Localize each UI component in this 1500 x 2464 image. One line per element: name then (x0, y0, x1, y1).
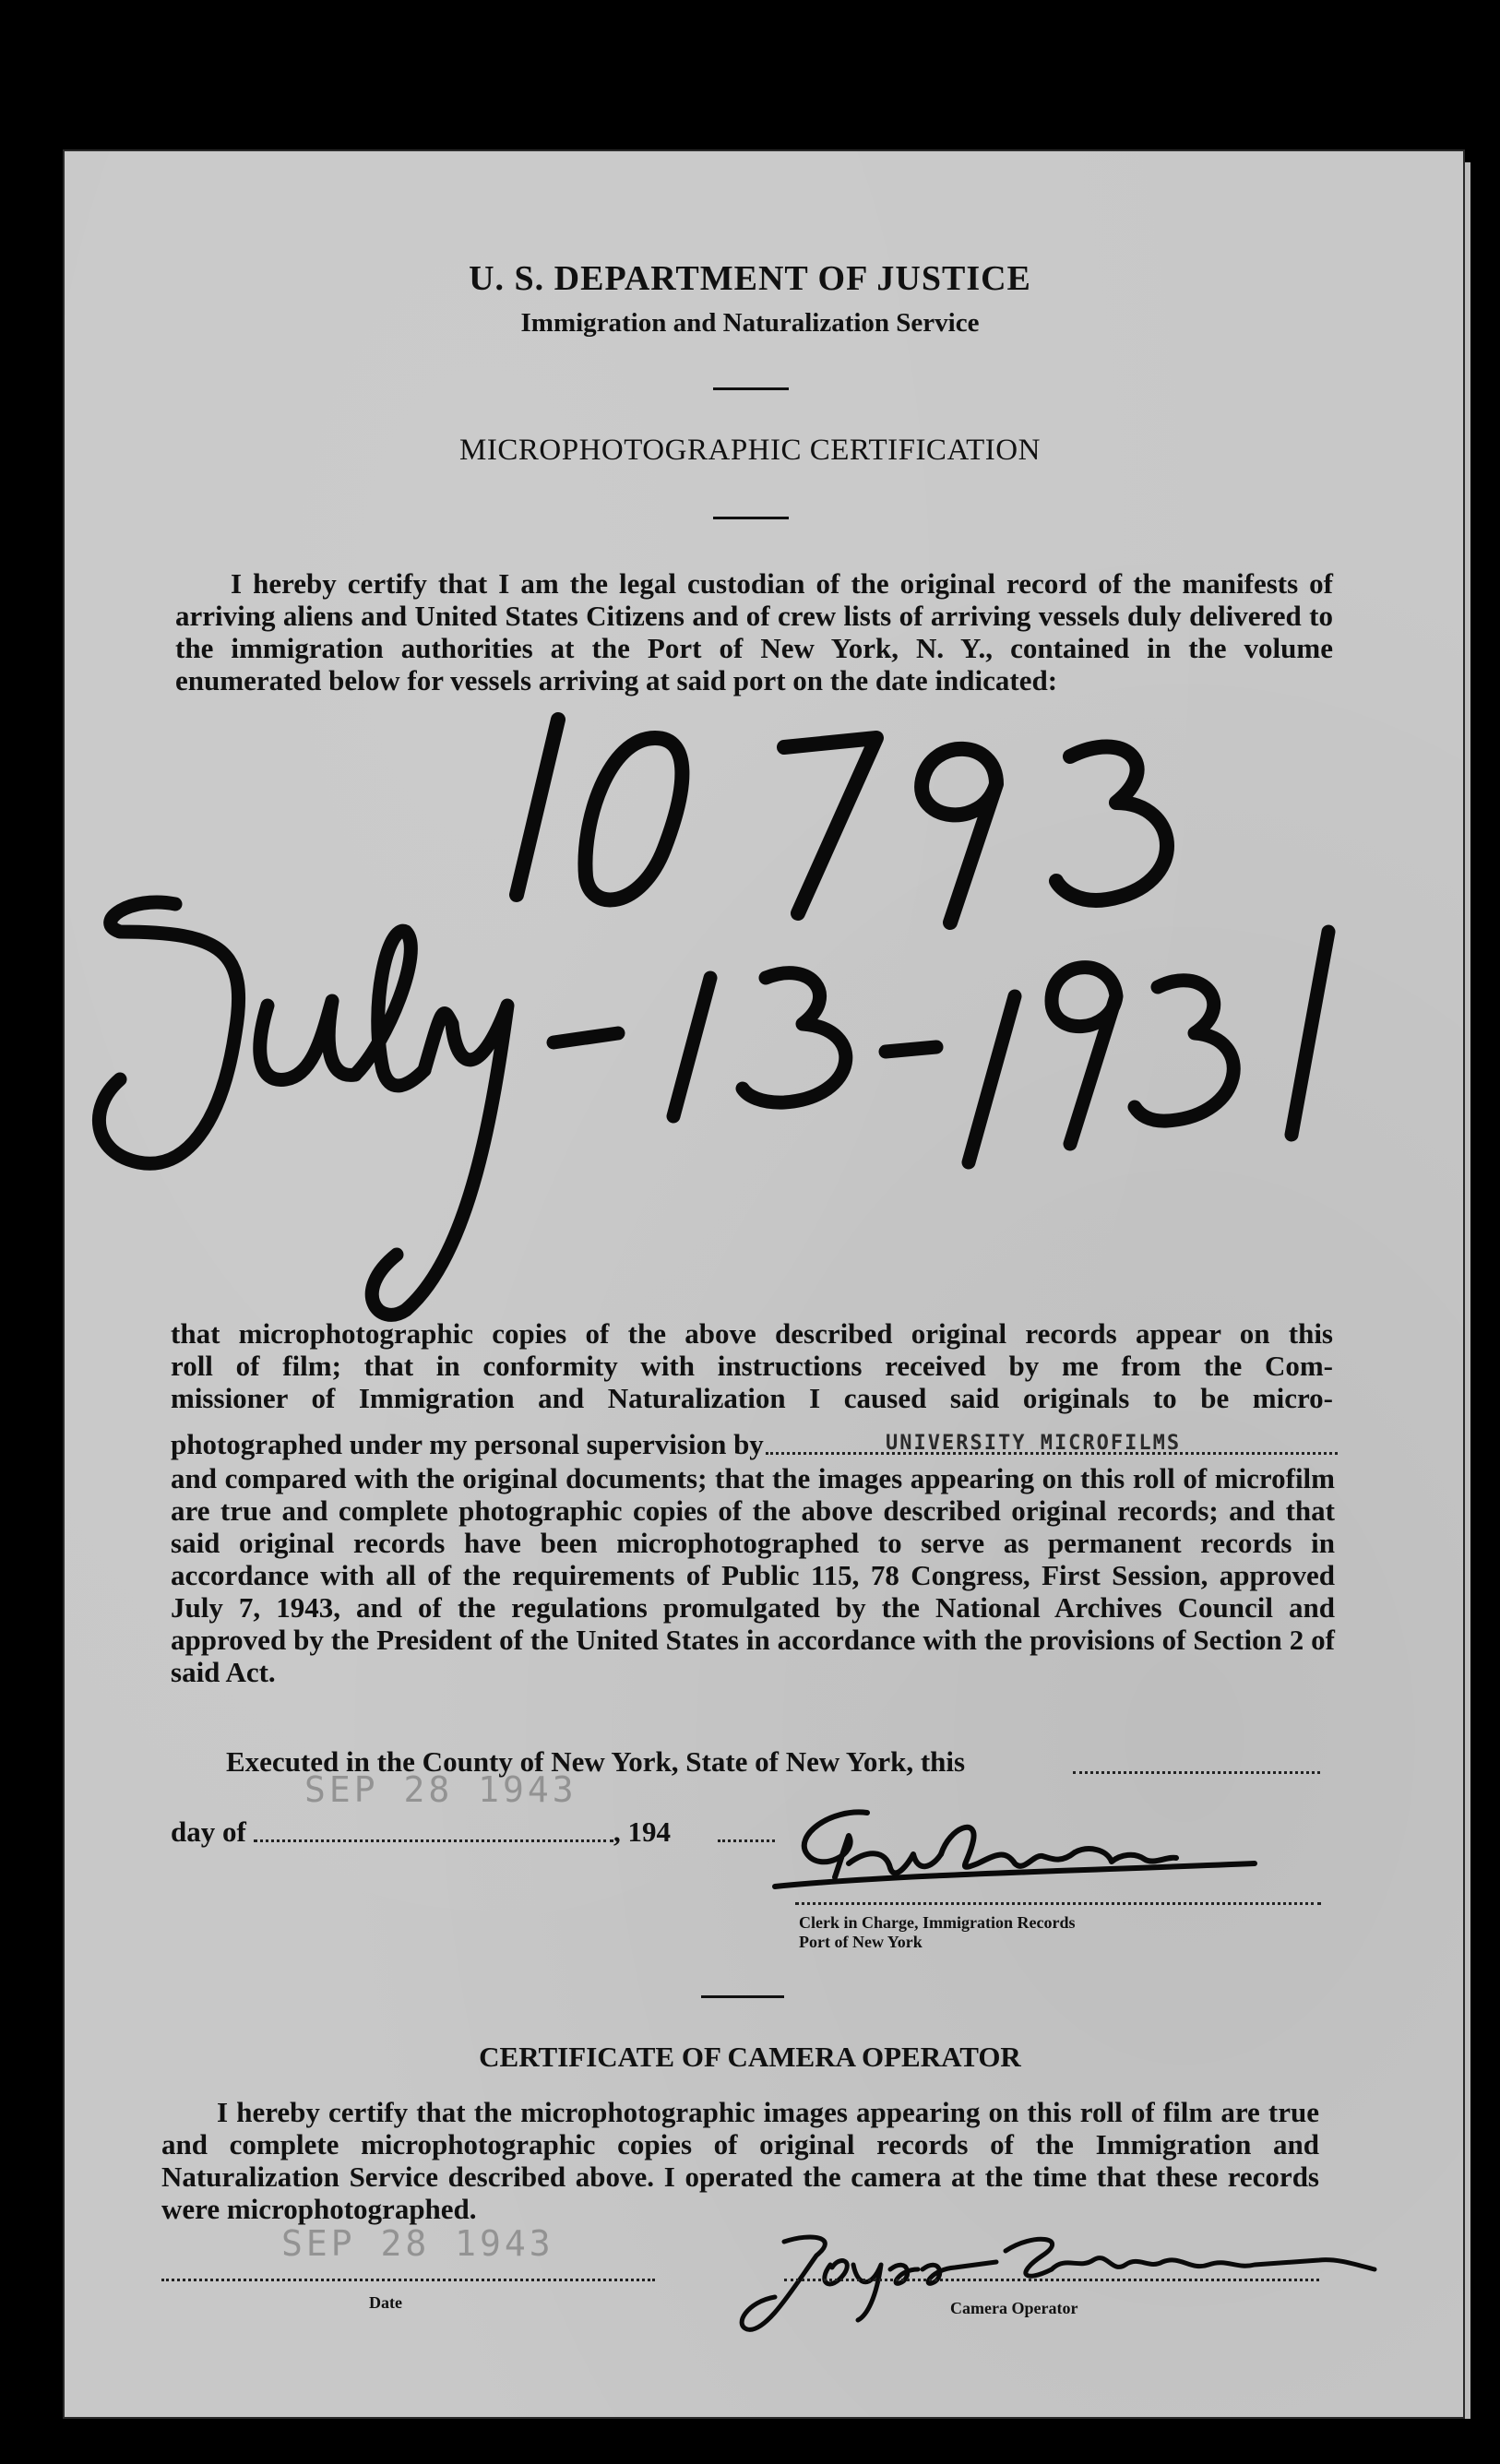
date-stamp-clerk: SEP 28 1943 (304, 1769, 577, 1810)
title-divider (713, 517, 789, 519)
header-divider (713, 387, 789, 390)
camera-date-label: Date (369, 2293, 402, 2312)
para2-line1: that microphotographic copies of the above described original records appear on this (171, 1317, 1333, 1350)
para2-line3: missioner of Immigration and Naturalization I caused said originals to be micro- (171, 1382, 1333, 1414)
microfilm-company-stamp: UNIVERSITY MICROFILMS (886, 1432, 1182, 1455)
department-heading: U. S. DEPARTMENT OF JUSTICE (469, 259, 1031, 298)
camera-certificate-paragraph: I hereby certify that the microphotographic images appearing on this roll of film are true and complete microphotographic copies of original records of the Immigration and Naturalization Service described above. I operated the camera at the time that these records were microphotographed. (161, 2096, 1319, 2225)
executed-line: Executed in the County of New York, State of New York, this (226, 1745, 966, 1778)
year-prefix: , 194 (613, 1815, 671, 1848)
camera-operator-line (784, 2279, 1319, 2281)
service-subheading: Immigration and Naturalization Service (520, 308, 980, 338)
handwritten-date (37, 867, 1421, 1347)
clerk-signature (756, 1799, 1273, 1900)
date-stamp-camera: SEP 28 1943 (281, 2223, 554, 2264)
para2-line2: roll of film; that in conformity with instructions received by me from the Com- (171, 1350, 1333, 1382)
para2-body: and compared with the original documents; that the images appearing on this roll of microfilm are true and complete photographic copies of the above described original records; and that said original records have been microphotographed to serve as permanent records in accordance with all of the requirements of Public 115, 78 Congress, First Session, approved July 7, 1943, and of the regulations promulgated by the National Archives Council and approved by the President of the United States in accordance with the provisions of Section 2 of said Act. (171, 1462, 1335, 1688)
para2-line4-prefix: photographed under my personal supervision by (171, 1428, 764, 1460)
executed-dotted-line (1073, 1771, 1320, 1774)
clerk-title-line1: Clerk in Charge, Immigration Records (799, 1913, 1076, 1932)
certification-title: MICROPHOTOGRAPHIC CERTIFICATION (459, 434, 1041, 467)
day-of-label: day of (171, 1815, 246, 1848)
camera-section-divider (701, 1995, 784, 1998)
intro-paragraph: I hereby certify that I am the legal custodian of the original record of the manifests of arriving aliens and United States Citizens and of crew lists of arriving vessels duly delivered to the immigration authorities at the Port of New York, N. Y., contained in the volume enumerated below for vessels arriving at said port on the date indicated: (175, 567, 1333, 696)
camera-certificate-title: CERTIFICATE OF CAMERA OPERATOR (479, 2041, 1021, 2073)
camera-operator-label: Camera Operator (950, 2299, 1078, 2317)
day-of-dotted-line (254, 1839, 613, 1842)
camera-operator-signature (729, 2214, 1393, 2352)
camera-date-line (161, 2279, 655, 2281)
clerk-signature-line (795, 1902, 1321, 1905)
clerk-title-line2: Port of New York (799, 1933, 923, 1951)
